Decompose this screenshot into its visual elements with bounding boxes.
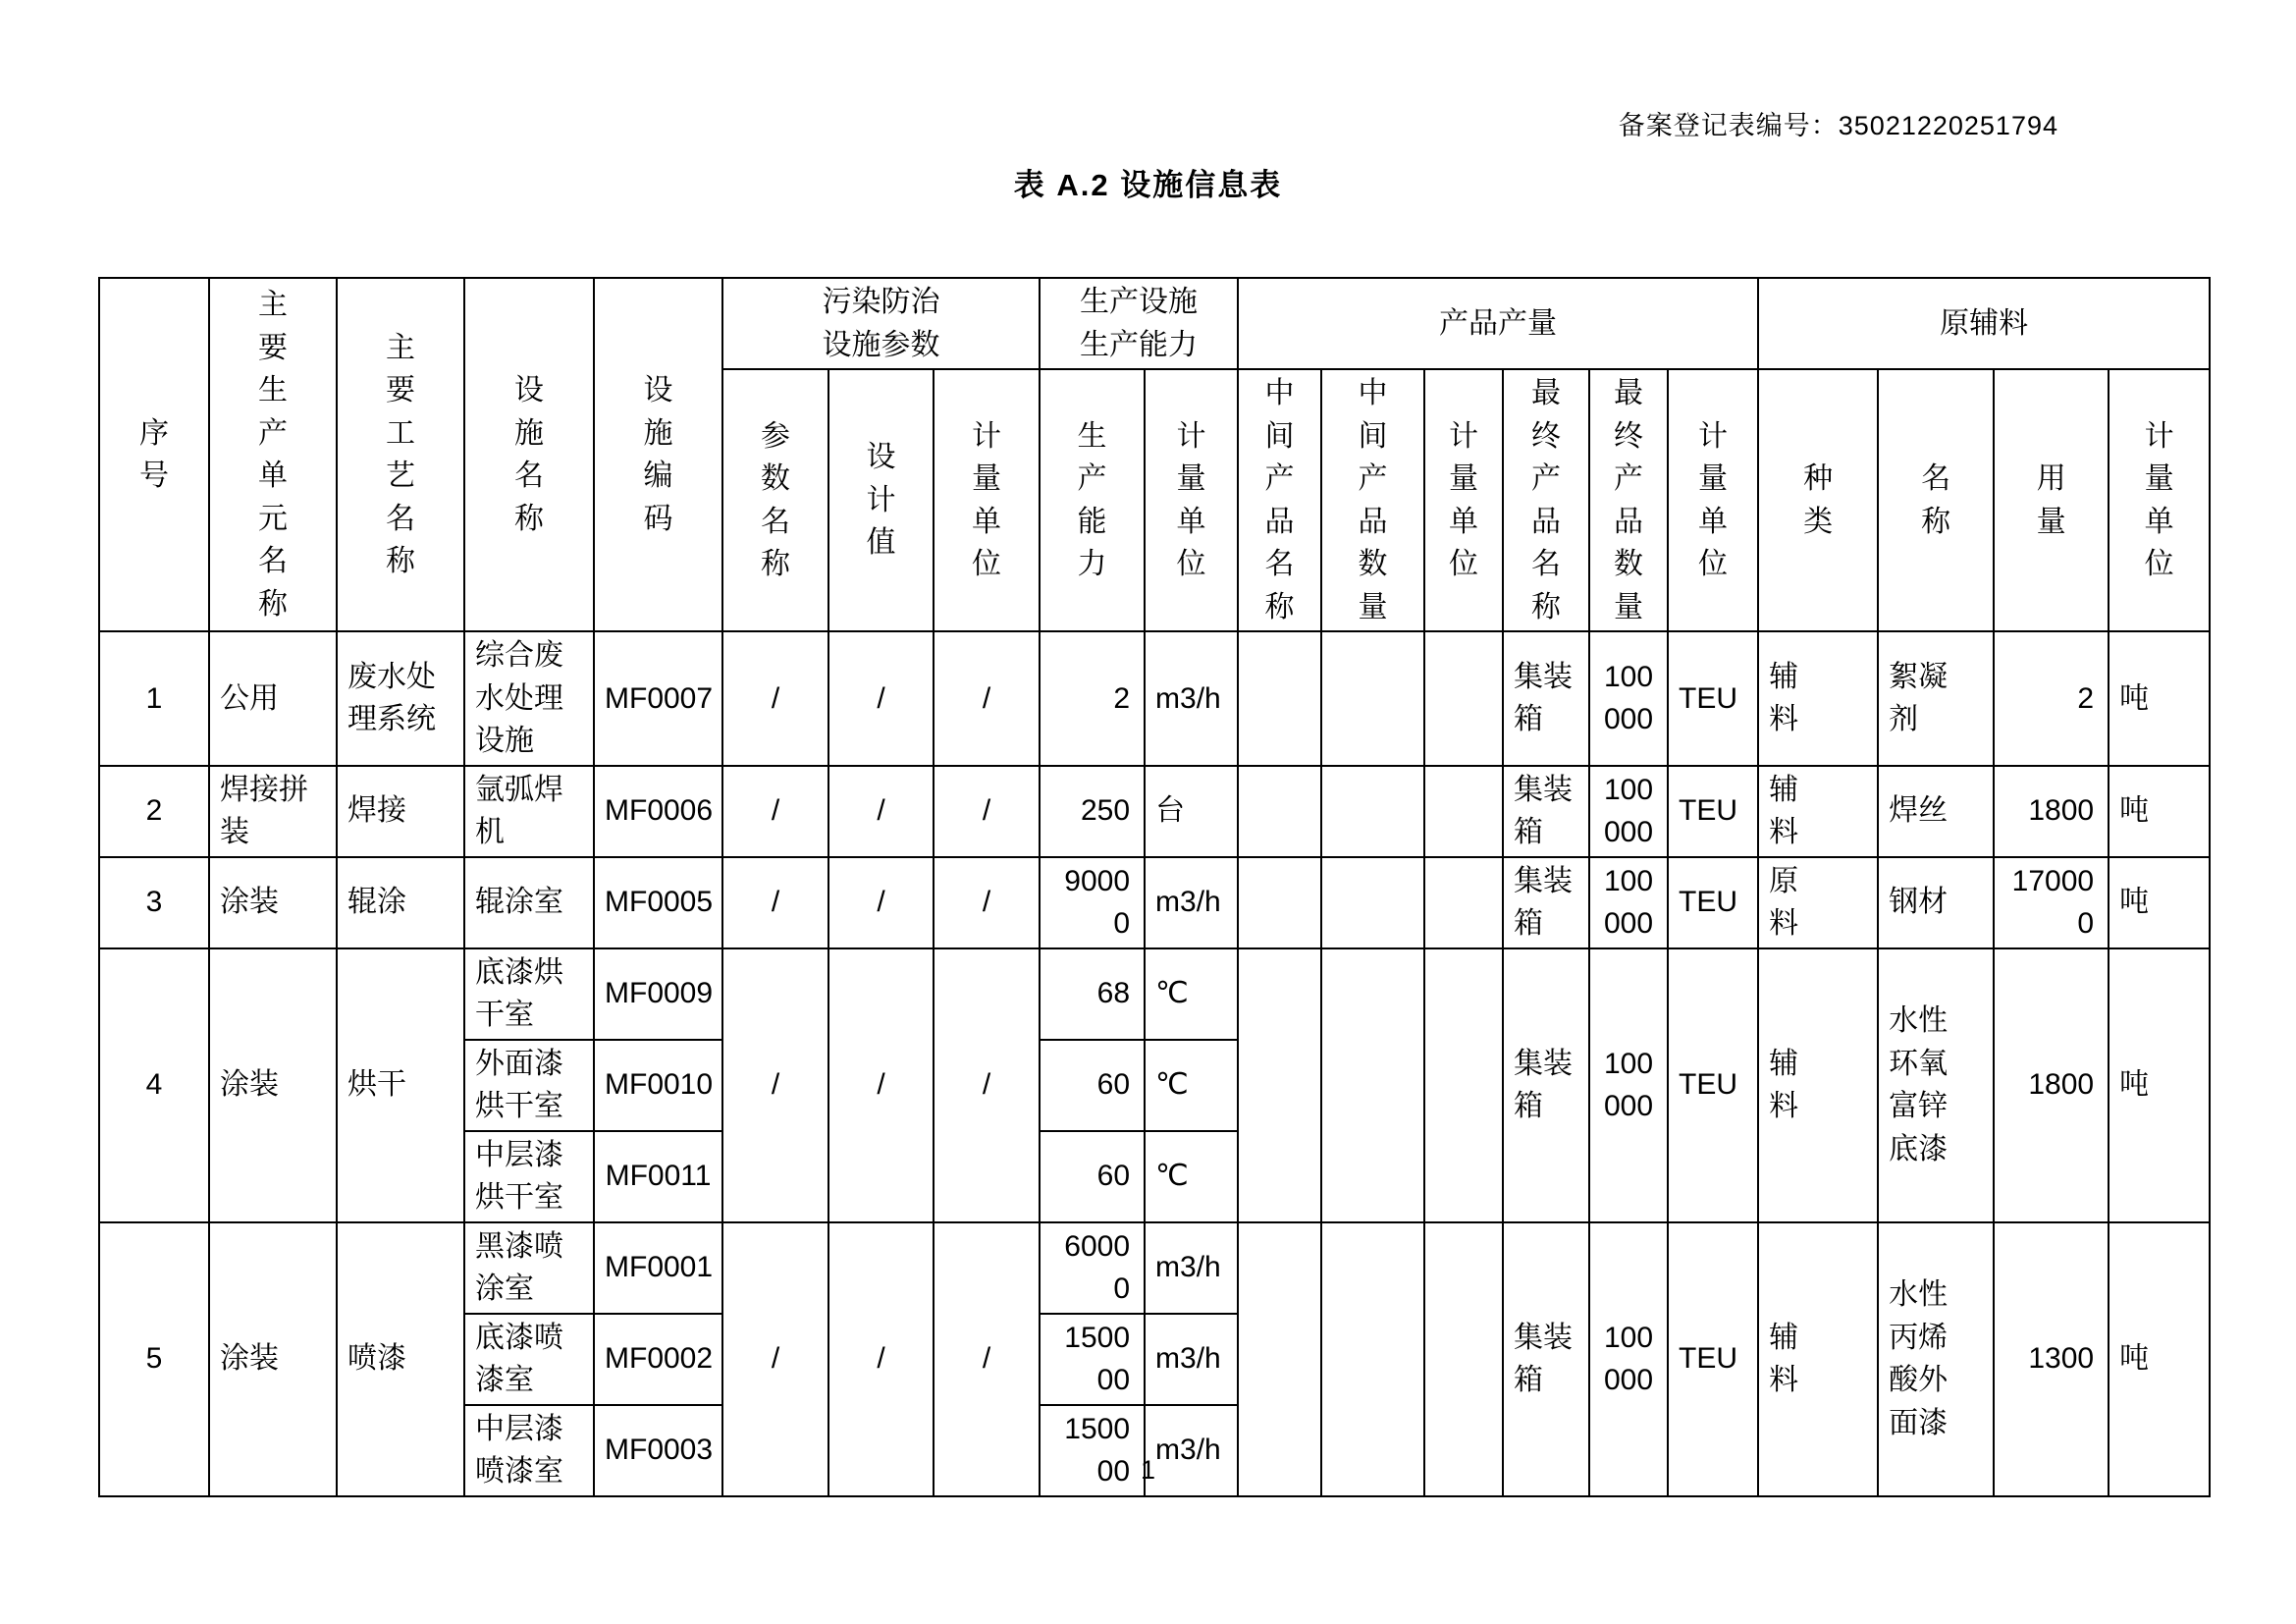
col-header-r2-4-text: 生产能力 (1077, 419, 1107, 580)
col-header-r2-14 (1994, 369, 2109, 631)
cell-r2-c14-text: 集装箱 (1514, 773, 1574, 848)
cell-r7-c8-text: / (982, 1342, 991, 1376)
col-header-r2-7-text: 中间产品数量 (1358, 377, 1388, 623)
cell-r4-c17-text: 辅料 (1769, 1047, 1799, 1122)
cell-r3-c19 (1994, 857, 2109, 948)
col-header-r2-3-text: 计量单位 (972, 419, 1001, 580)
cell-r4-c3-text: 烘干 (347, 1068, 406, 1102)
cell-r2-c7-text: / (877, 794, 885, 828)
cell-r1-c2-text: 公用 (220, 681, 279, 715)
cell-r3-c19-text: 170000 (2011, 864, 2095, 940)
cell-r3-c7-text: / (877, 886, 885, 919)
cell-r4-c16-text: TEU (1679, 1068, 1738, 1102)
cell-r3-c17-text: 原料 (1769, 864, 1799, 940)
cell-r2-c4-text: 氩弧焊机 (475, 773, 563, 848)
cell-r8-c3-text: 150000 (1064, 1321, 1131, 1396)
col-header-r2-5 (1145, 369, 1238, 631)
cell-r4-c15-text: 100000 (1603, 1047, 1654, 1122)
cell-r3-c6 (722, 857, 828, 948)
cell-r3-c8 (934, 857, 1040, 948)
cell-r1-c12 (1321, 631, 1424, 766)
cell-r4-c14-text: 集装箱 (1514, 1047, 1574, 1122)
col-header-r2-11 (1668, 369, 1758, 631)
cell-r3-c15 (1589, 857, 1668, 948)
cell-r2-c10-text: 台 (1155, 794, 1186, 828)
cell-r4-c8 (934, 948, 1040, 1222)
cell-r4-c18 (1878, 948, 1994, 1222)
cell-r4-c15 (1589, 948, 1668, 1222)
cell-r3-c6-text: / (771, 886, 780, 919)
cell-r4-c4 (464, 948, 594, 1040)
cell-r7-c19-text: 1300 (2028, 1342, 2095, 1376)
cell-r2-c17-text: 辅料 (1769, 773, 1799, 848)
cell-r4-c20-text: 吨 (2119, 1068, 2150, 1102)
cell-r5-c2 (594, 1040, 722, 1131)
table-row (99, 948, 2210, 1040)
cell-r3-c4 (464, 857, 594, 948)
cell-r3-c13 (1424, 857, 1503, 948)
table-row (99, 631, 2210, 766)
col-header-r1-3-text: 主要工艺名称 (386, 331, 415, 577)
cell-r2-c17 (1758, 766, 1878, 857)
cell-r4-c6-text: / (771, 1068, 780, 1102)
registration-number: 备案登记表编号：35021220251794 (1618, 111, 2058, 140)
cell-r3-c20-text: 吨 (2119, 886, 2150, 919)
cell-r1-c13 (1424, 631, 1503, 766)
cell-r2-c18-text: 焊丝 (1889, 794, 1949, 828)
cell-r7-c1-text: 5 (145, 1342, 163, 1376)
cell-r4-c17 (1758, 948, 1878, 1222)
cell-r2-c4 (464, 766, 594, 857)
cell-r7-c9 (1040, 1222, 1145, 1314)
col-header-r2-2-text: 设计值 (866, 441, 896, 560)
cell-r3-c1-text: 3 (145, 886, 163, 919)
cell-r3-c14 (1503, 857, 1589, 948)
cell-r2-c19 (1994, 766, 2109, 857)
table-title: 表 A.2 设施信息表 (1013, 168, 1283, 202)
cell-r2-c10 (1145, 766, 1238, 857)
cell-r2-c16 (1668, 766, 1758, 857)
cell-r4-c1 (99, 948, 209, 1222)
cell-r3-c16 (1668, 857, 1758, 948)
cell-r1-c7 (828, 631, 934, 766)
cell-r5-c1-text: 外面漆烘干室 (475, 1047, 563, 1122)
col-header-r2-7 (1321, 369, 1424, 631)
col-header-r1-4-text: 设施名称 (514, 374, 544, 535)
table-row (99, 1222, 2210, 1314)
cell-r3-c16-text: TEU (1679, 886, 1738, 919)
cell-r5-c3 (1040, 1040, 1145, 1131)
cell-r2-c1 (99, 766, 209, 857)
cell-r1-c15 (1589, 631, 1668, 766)
cell-r4-c16 (1668, 948, 1758, 1222)
cell-r7-c3-text: 喷漆 (347, 1342, 406, 1376)
cell-r1-c18 (1878, 631, 1994, 766)
cell-r1-c14 (1503, 631, 1589, 766)
cell-r3-c11 (1238, 857, 1321, 948)
cell-r6-c4 (1145, 1131, 1238, 1222)
col-header-r1-7-text: 生产设施生产能力 (1080, 286, 1199, 361)
cell-r1-c5 (594, 631, 722, 766)
cell-r4-c12 (1321, 948, 1424, 1222)
cell-r1-c20-text: 吨 (2119, 681, 2150, 715)
cell-r4-c13 (1424, 948, 1503, 1222)
col-header-r1-1-text: 序号 (139, 416, 169, 492)
col-header-r1-7 (1040, 278, 1238, 369)
cell-r4-c18-text: 水性环氧富锌底漆 (1889, 1004, 1949, 1165)
cell-r4-c19-text: 1800 (2028, 1068, 2095, 1102)
cell-r4-c7 (828, 948, 934, 1222)
cell-r9-c4-text: m3/h (1155, 1434, 1221, 1467)
col-header-r1-1 (99, 278, 209, 631)
cell-r6-c3 (1040, 1131, 1145, 1222)
cell-r3-c5-text: MF0005 (605, 886, 714, 919)
cell-r5-c4 (1145, 1040, 1238, 1131)
cell-r6-c1-text: 中层漆烘干室 (475, 1138, 563, 1214)
cell-r1-c10-text: m3/h (1155, 681, 1221, 715)
cell-r2-c18 (1878, 766, 1994, 857)
cell-r7-c10 (1145, 1222, 1238, 1314)
cell-r2-c19-text: 1800 (2028, 794, 2095, 828)
cell-r2-c2-text: 焊接拼装 (220, 773, 308, 848)
col-header-r1-3 (337, 278, 464, 631)
col-header-r1-4 (464, 278, 594, 631)
col-header-r2-14-text: 用量 (2036, 462, 2066, 538)
cell-r1-c6-text: / (771, 681, 780, 715)
cell-r2-c9 (1040, 766, 1145, 857)
cell-r1-c1 (99, 631, 209, 766)
col-header-r2-8-text: 计量单位 (1449, 419, 1479, 580)
cell-r1-c17-text: 辅料 (1769, 660, 1799, 736)
col-header-r2-15-text: 计量单位 (2144, 419, 2174, 580)
cell-r4-c2 (209, 948, 337, 1222)
cell-r1-c19-text: 2 (2077, 681, 2095, 715)
cell-r7-c5 (594, 1222, 722, 1314)
table-row (99, 766, 2210, 857)
cell-r1-c14-text: 集装箱 (1514, 660, 1574, 736)
col-header-r2-1 (722, 369, 828, 631)
cell-r1-c6 (722, 631, 828, 766)
cell-r3-c9-text: 90000 (1064, 864, 1131, 940)
cell-r3-c3-text: 辊涂 (347, 886, 406, 919)
cell-r1-c4 (464, 631, 594, 766)
cell-r7-c6-text: / (771, 1342, 780, 1376)
cell-r4-c14 (1503, 948, 1589, 1222)
page-number: 1 (1140, 1455, 1156, 1485)
cell-r8-c4 (1145, 1314, 1238, 1405)
cell-r6-c4-text: ℃ (1155, 1160, 1189, 1193)
cell-r5-c2-text: MF0010 (605, 1068, 714, 1102)
cell-r1-c7-text: / (877, 681, 885, 715)
cell-r7-c14-text: 集装箱 (1514, 1321, 1574, 1396)
cell-r7-c10-text: m3/h (1155, 1251, 1221, 1284)
cell-r3-c14-text: 集装箱 (1514, 864, 1574, 940)
table-body (99, 631, 2210, 1496)
cell-r6-c2-text: MF0011 (605, 1160, 712, 1193)
cell-r4-c9-text: 68 (1096, 977, 1131, 1010)
col-header-r2-1-text: 参数名称 (761, 419, 790, 580)
cell-r2-c5 (594, 766, 722, 857)
cell-r1-c17 (1758, 631, 1878, 766)
cell-r3-c3 (337, 857, 464, 948)
cell-r3-c10 (1145, 857, 1238, 948)
cell-r7-c18-text: 水性丙烯酸外面漆 (1889, 1278, 1949, 1439)
cell-r4-c1-text: 4 (145, 1068, 163, 1102)
col-header-r1-6 (722, 278, 1040, 369)
cell-r1-c4-text: 综合废水处理设施 (475, 639, 563, 757)
cell-r7-c17-text: 辅料 (1769, 1321, 1799, 1396)
cell-r2-c3 (337, 766, 464, 857)
cell-r5-c1 (464, 1040, 594, 1131)
cell-r6-c2 (594, 1131, 722, 1222)
col-header-r2-12-text: 种类 (1803, 462, 1834, 538)
cell-r4-c20 (2109, 948, 2210, 1222)
col-header-r1-6-text: 污染防治设施参数 (822, 286, 940, 361)
cell-r4-c5 (594, 948, 722, 1040)
cell-r1-c2 (209, 631, 337, 766)
cell-r1-c3 (337, 631, 464, 766)
cell-r2-c7 (828, 766, 934, 857)
cell-r8-c1-text: 底漆喷漆室 (475, 1321, 563, 1396)
cell-r3-c18 (1878, 857, 1994, 948)
cell-r1-c16 (1668, 631, 1758, 766)
cell-r3-c17 (1758, 857, 1878, 948)
cell-r4-c10-text: ℃ (1155, 977, 1189, 1010)
cell-r9-c2-text: MF0003 (605, 1434, 714, 1467)
col-header-r2-9 (1503, 369, 1589, 631)
cell-r9-c3-text: 150000 (1064, 1412, 1131, 1488)
cell-r5-c4-text: ℃ (1155, 1068, 1189, 1102)
facility-table (98, 277, 2211, 1497)
cell-r3-c12 (1321, 857, 1424, 948)
cell-r4-c3 (337, 948, 464, 1222)
table-header (99, 278, 2210, 631)
col-header-r1-2-text: 主要生产单元名称 (258, 289, 288, 621)
cell-r3-c9 (1040, 857, 1145, 948)
col-header-r1-9 (1758, 278, 2210, 369)
cell-r1-c10 (1145, 631, 1238, 766)
col-header-r2-13 (1878, 369, 1994, 631)
cell-r8-c2-text: MF0002 (605, 1342, 714, 1376)
cell-r7-c2-text: 涂装 (220, 1342, 279, 1376)
cell-r2-c16-text: TEU (1679, 794, 1738, 828)
col-header-r2-5-text: 计量单位 (1176, 419, 1206, 580)
col-header-r2-10 (1589, 369, 1668, 631)
cell-r1-c11 (1238, 631, 1321, 766)
cell-r4-c8-text: / (982, 1068, 991, 1102)
cell-r2-c1-text: 2 (145, 794, 163, 828)
cell-r2-c12 (1321, 766, 1424, 857)
cell-r2-c3-text: 焊接 (347, 794, 406, 828)
col-header-r2-2 (828, 369, 934, 631)
cell-r1-c1-text: 1 (145, 681, 163, 715)
cell-r2-c5-text: MF0006 (605, 794, 714, 828)
cell-r2-c15 (1589, 766, 1668, 857)
cell-r7-c4 (464, 1222, 594, 1314)
cell-r4-c19 (1994, 948, 2109, 1222)
cell-r3-c2-text: 涂装 (220, 886, 279, 919)
col-header-r2-4 (1040, 369, 1145, 631)
cell-r2-c20 (2109, 766, 2210, 857)
cell-r8-c2 (594, 1314, 722, 1405)
cell-r3-c7 (828, 857, 934, 948)
col-header-r2-15 (2109, 369, 2210, 631)
col-header-r1-2 (209, 278, 337, 631)
col-header-r1-8-text: 产品产量 (1439, 306, 1558, 340)
col-header-r2-8 (1424, 369, 1503, 631)
cell-r2-c20-text: 吨 (2119, 794, 2150, 828)
cell-r1-c18-text: 絮凝剂 (1889, 660, 1949, 736)
cell-r8-c3 (1040, 1314, 1145, 1405)
cell-r7-c7-text: / (877, 1342, 885, 1376)
cell-r7-c4-text: 黑漆喷涂室 (475, 1229, 563, 1305)
col-header-r1-9-text: 原辅料 (1940, 306, 2029, 340)
cell-r5-c3-text: 60 (1096, 1068, 1131, 1102)
col-header-r1-5 (594, 278, 722, 631)
cell-r1-c20 (2109, 631, 2210, 766)
cell-r1-c5-text: MF0007 (605, 681, 714, 715)
cell-r2-c8-text: / (982, 794, 991, 828)
cell-r1-c9-text: 2 (1113, 681, 1131, 715)
header-row-1 (99, 278, 2210, 369)
cell-r4-c10 (1145, 948, 1238, 1040)
cell-r1-c16-text: TEU (1679, 681, 1738, 715)
cell-r3-c15-text: 100000 (1603, 864, 1654, 940)
cell-r3-c8-text: / (982, 886, 991, 919)
cell-r1-c8-text: / (982, 681, 991, 715)
cell-r1-c19 (1994, 631, 2109, 766)
col-header-r2-10-text: 最终产品数量 (1614, 377, 1644, 623)
cell-r1-c8 (934, 631, 1040, 766)
cell-r2-c15-text: 100000 (1603, 773, 1654, 848)
cell-r2-c2 (209, 766, 337, 857)
col-header-r1-5-text: 设施编码 (643, 374, 673, 535)
cell-r3-c18-text: 钢材 (1889, 886, 1949, 919)
col-header-r2-12 (1758, 369, 1878, 631)
col-header-r2-11-text: 计量单位 (1698, 419, 1729, 580)
cell-r7-c5-text: MF0001 (605, 1251, 714, 1284)
cell-r4-c5-text: MF0009 (605, 977, 714, 1010)
col-header-r2-6-text: 中间产品名称 (1264, 377, 1295, 623)
cell-r7-c15-text: 100000 (1603, 1321, 1654, 1396)
cell-r4-c6 (722, 948, 828, 1222)
cell-r2-c14 (1503, 766, 1589, 857)
cell-r6-c3-text: 60 (1096, 1160, 1131, 1193)
cell-r2-c9-text: 250 (1080, 794, 1131, 828)
cell-r8-c1 (464, 1314, 594, 1405)
col-header-r2-13-text: 名称 (1921, 462, 1951, 538)
cell-r1-c15-text: 100000 (1603, 660, 1654, 736)
cell-r1-c9 (1040, 631, 1145, 766)
cell-r2-c8 (934, 766, 1040, 857)
table-row (99, 857, 2210, 948)
cell-r4-c9 (1040, 948, 1145, 1040)
cell-r2-c6 (722, 766, 828, 857)
cell-r7-c16-text: TEU (1679, 1342, 1738, 1376)
col-header-r1-8 (1238, 278, 1758, 369)
cell-r3-c10-text: m3/h (1155, 886, 1221, 919)
cell-r8-c4-text: m3/h (1155, 1342, 1221, 1376)
cell-r6-c1 (464, 1131, 594, 1222)
cell-r3-c1 (99, 857, 209, 948)
cell-r4-c2-text: 涂装 (220, 1068, 279, 1102)
cell-r3-c4-text: 辊涂室 (475, 886, 563, 919)
cell-r2-c11 (1238, 766, 1321, 857)
cell-r9-c1-text: 中层漆喷漆室 (475, 1412, 563, 1488)
cell-r2-c13 (1424, 766, 1503, 857)
cell-r3-c5 (594, 857, 722, 948)
cell-r2-c6-text: / (771, 794, 780, 828)
col-header-r2-9-text: 最终产品名称 (1531, 377, 1562, 623)
cell-r7-c9-text: 60000 (1064, 1229, 1131, 1305)
cell-r1-c3-text: 废水处理系统 (347, 660, 436, 736)
cell-r4-c4-text: 底漆烘干室 (475, 955, 563, 1031)
cell-r3-c2 (209, 857, 337, 948)
cell-r3-c20 (2109, 857, 2210, 948)
cell-r4-c7-text: / (877, 1068, 885, 1102)
col-header-r2-6 (1238, 369, 1321, 631)
cell-r7-c20-text: 吨 (2119, 1342, 2150, 1376)
col-header-r2-3 (934, 369, 1040, 631)
cell-r4-c11 (1238, 948, 1321, 1222)
